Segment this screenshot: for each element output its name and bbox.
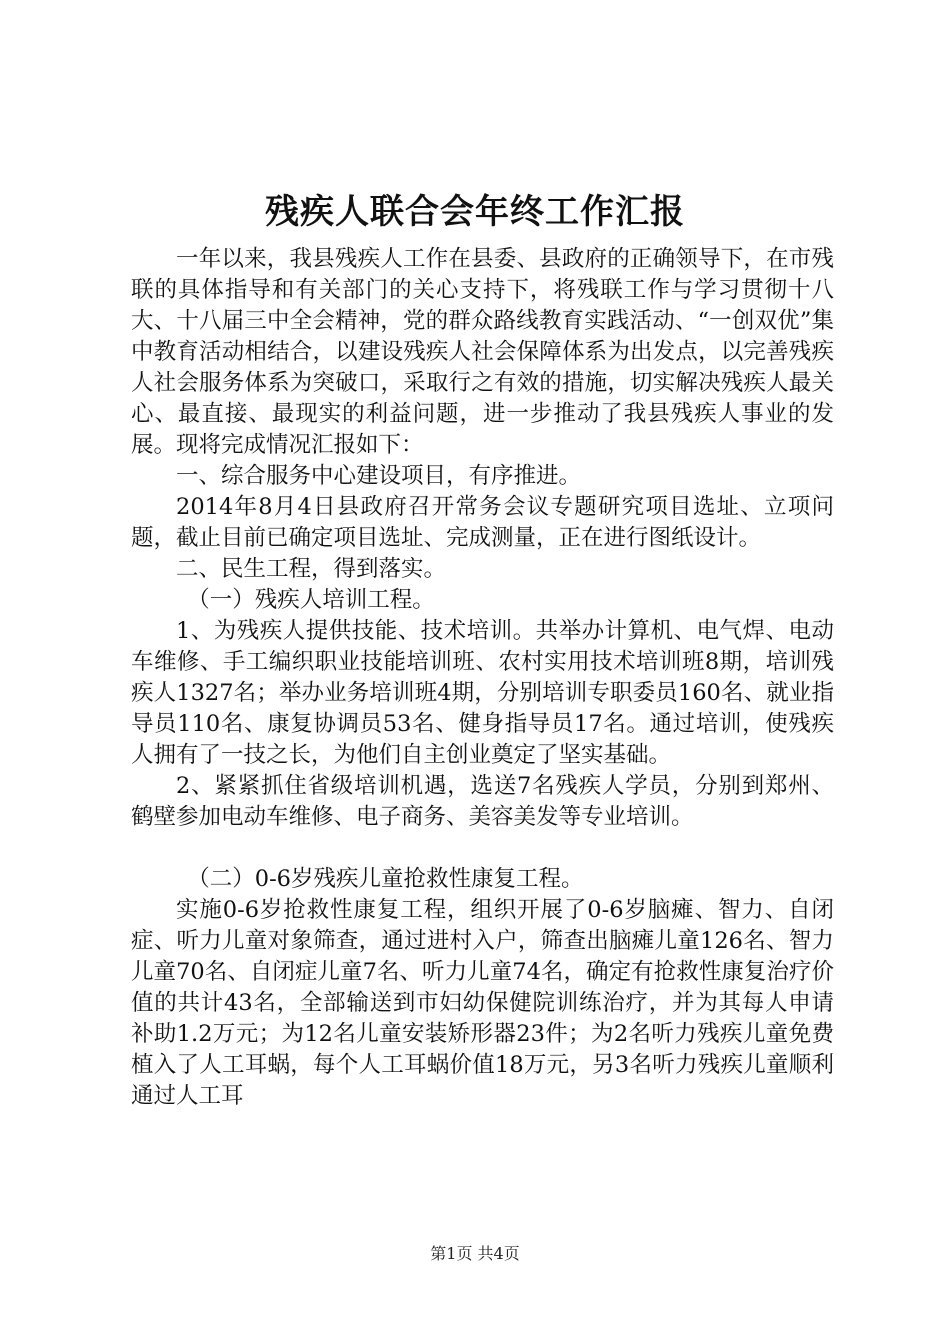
page-number-footer: 第1页 共4页 xyxy=(430,1244,520,1263)
paragraph-training-2: 2、紧紧抓住省级培训机遇，选送7名残疾人学员，分别到郑州、鹤壁参加电动车维修、电子商务、美容美发等专业培训。 xyxy=(131,773,834,830)
paragraph-service-center: 2014年8月4日县政府召开常务会议专题研究项目选址、立项问题，截止目前已确定项目选址、完成测量，正在进行图纸设计。 xyxy=(131,494,834,551)
subsection-heading-training: （一）残疾人培训工程。 xyxy=(187,587,435,613)
section-heading-1: 一、综合服务中心建设项目，有序推进。 xyxy=(176,463,582,489)
paragraph-intro: 一年以来，我县残疾人工作在县委、县政府的正确领导下，在市残联的具体指导和有关部门的关心支持下，将残联工作与学习贯彻十八大、十八届三中全会精神，党的群众路线教育实践活动、“一创双优”集中教育活动相结合，以建设残疾人社会保障体系为出发点，以完善残疾人社会服务体系为突破口，采取行之有效的措施，切实解决残疾人最关心、最直接、最现实的利益问题，进一步推动了我县残疾人事业的发展。现将完成情况汇报如下： xyxy=(131,246,834,458)
paragraph-training-1: 1、为残疾人提供技能、技术培训。共举办计算机、电气焊、电动车维修、手工编织职业技能培训班、农村实用技术培训班8期，培训残疾人1327名；举办业务培训班4期，分别培训专职委员160名、就业指导员110名、康复协调员53名、健身指导员17名。通过培训，使残疾人拥有了一技之长，为他们自主创业奠定了坚实基础。 xyxy=(131,618,834,768)
paragraph-rehab: 实施0-6岁抢救性康复工程，组织开展了0-6岁脑瘫、智力、自闭症、听力儿童对象筛查，通过进村入户，筛查出脑瘫儿童126名、智力儿童70名、自闭症儿童7名、听力儿童74名，确定有抢救性康复治疗价值的共计43名，全部输送到市妇幼保健院训练治疗，并为其每人申请补助1.2万元；为12名儿童安装矫形器23件；为2名听力残疾儿童免费植入了人工耳蜗，每个人工耳蜗价值18万元，另3名听力残疾儿童顺利通过人工耳 xyxy=(131,897,834,1109)
section-heading-2: 二、民生工程，得到落实。 xyxy=(176,556,447,582)
subsection-heading-rehab: （二）0-6岁残疾儿童抢救性康复工程。 xyxy=(187,866,584,892)
document-title: 残疾人联合会年终工作汇报 xyxy=(265,192,685,232)
document-body xyxy=(131,244,834,1112)
